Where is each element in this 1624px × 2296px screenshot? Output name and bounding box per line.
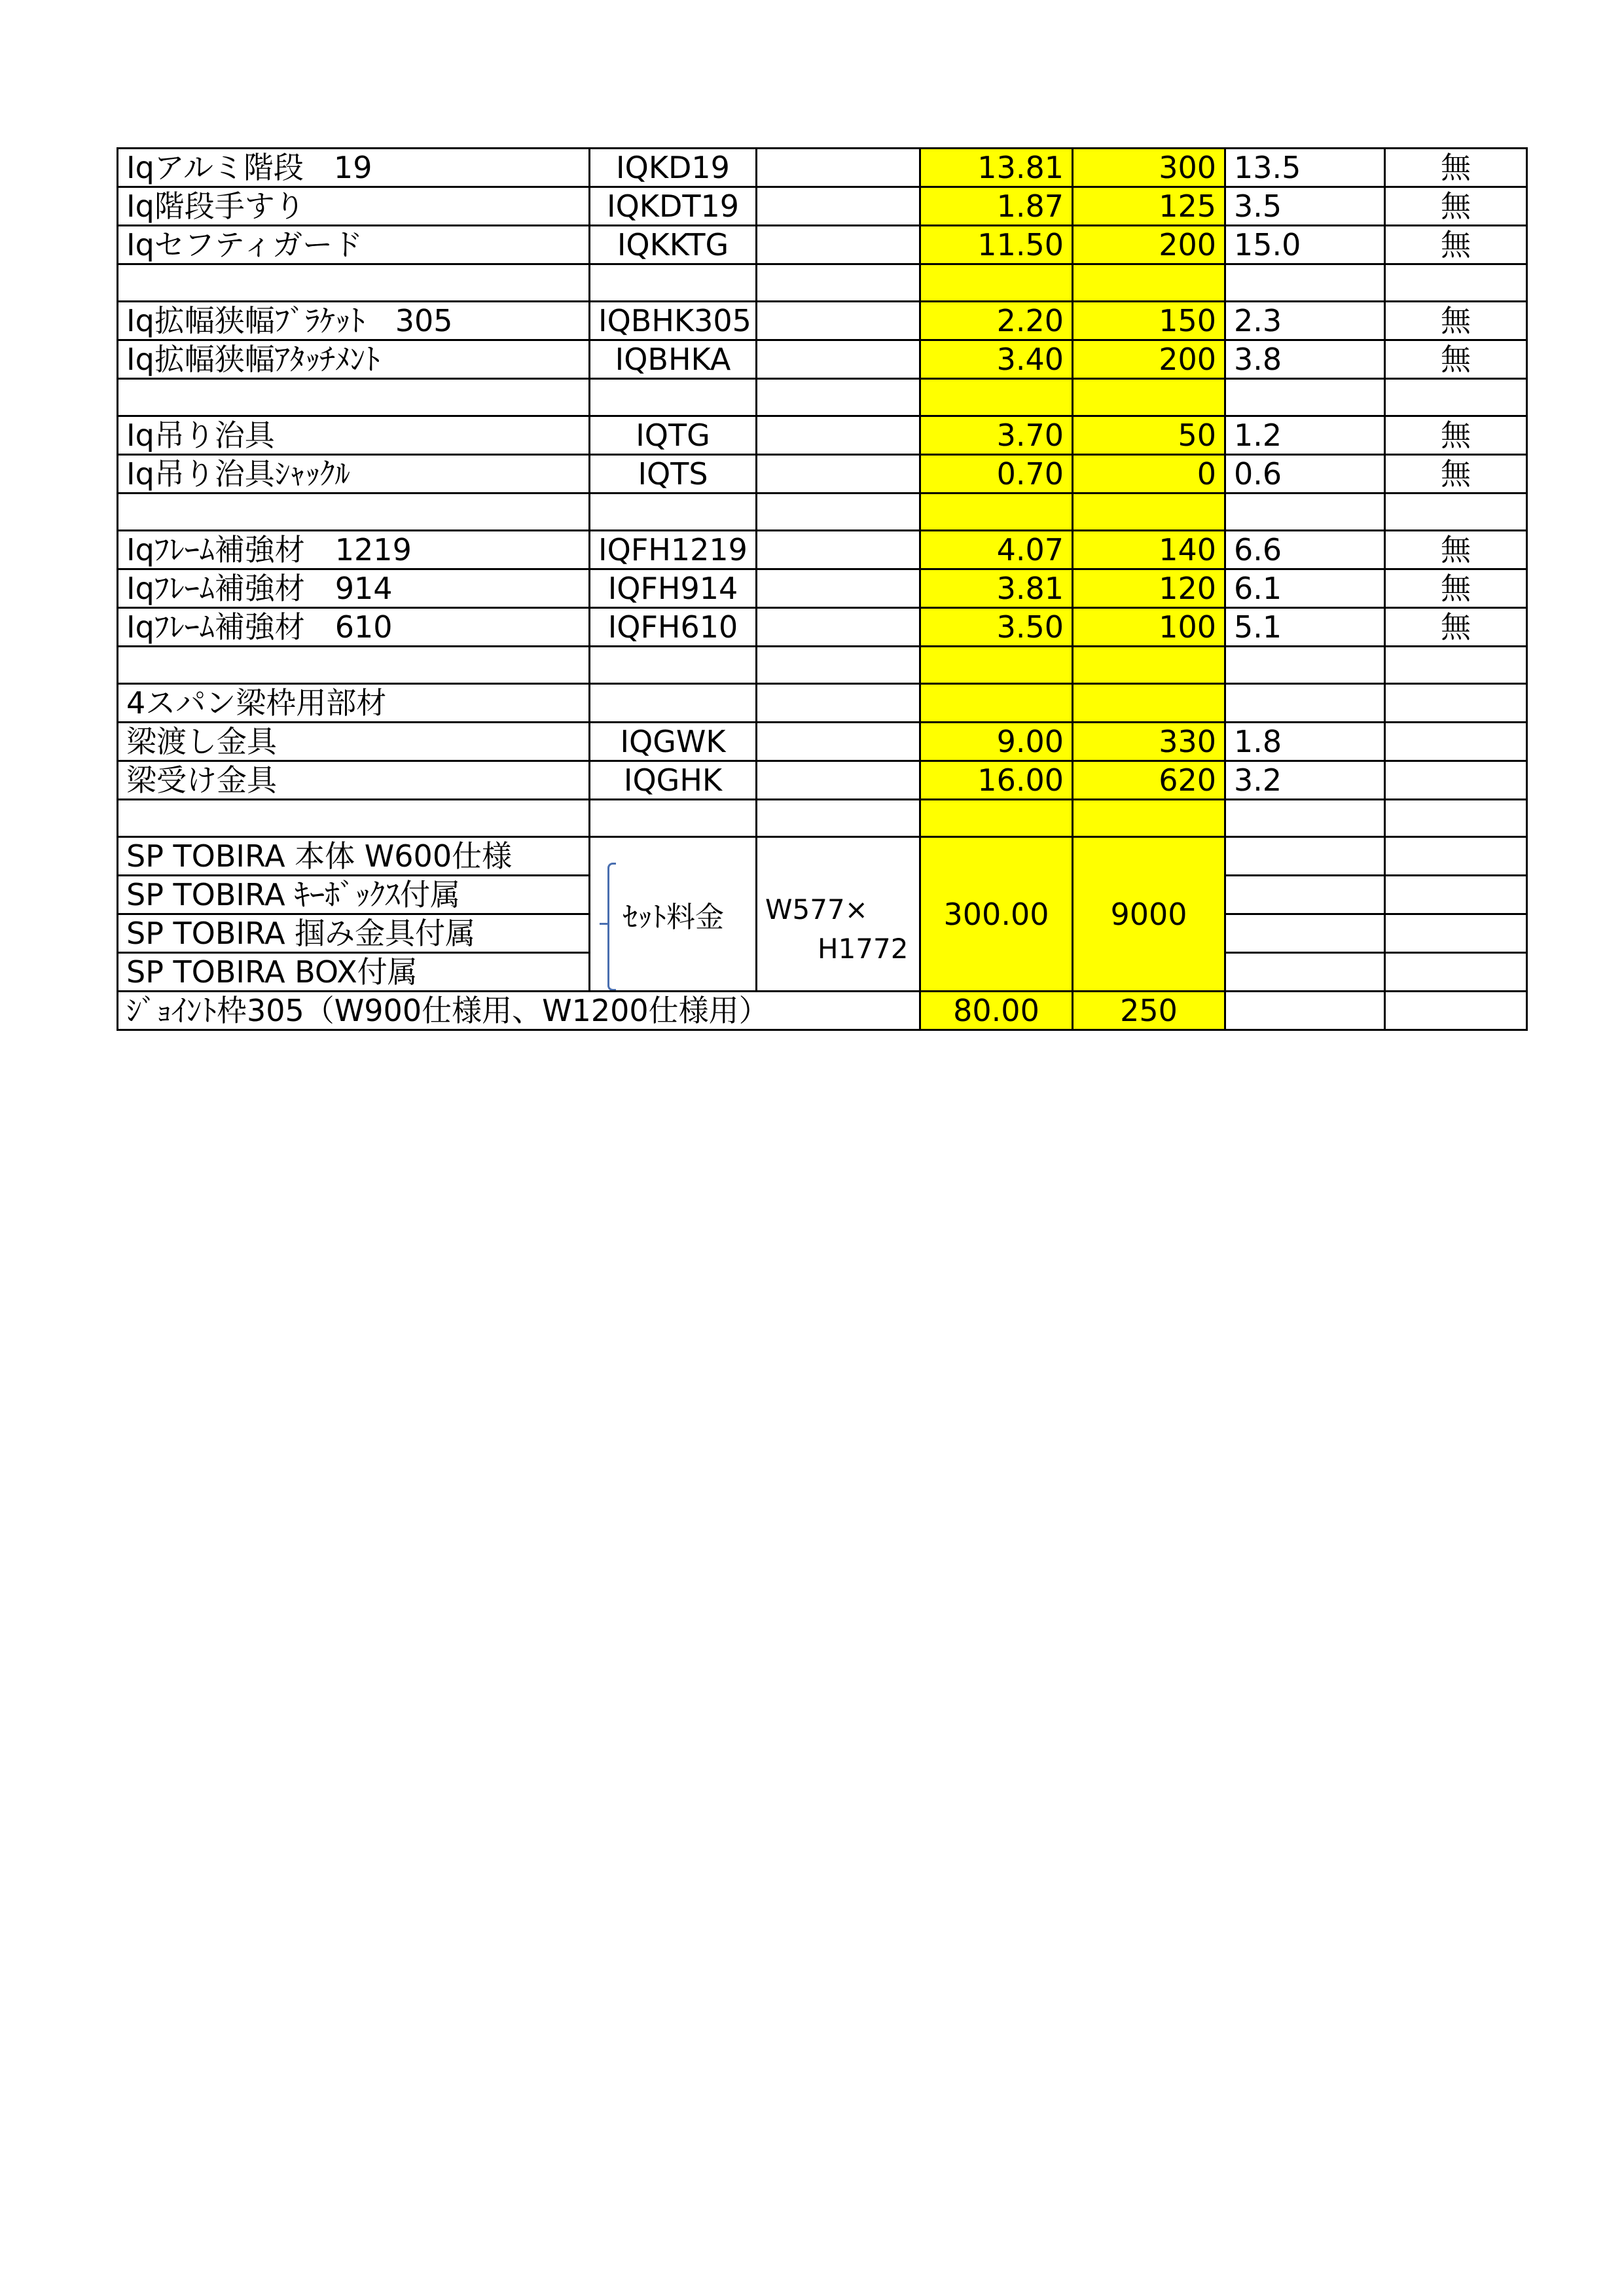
- blank-cell: [757, 264, 920, 302]
- item-name: Iq拡幅狭幅ｱﾀｯﾁﾒﾝﾄ: [118, 340, 590, 379]
- table-row: [118, 837, 1527, 876]
- brace-tip: [600, 923, 609, 925]
- item-code: IQKD19: [590, 149, 757, 187]
- blank-cell: [1225, 647, 1385, 684]
- item-flag: 無: [1385, 340, 1527, 379]
- item-price: 9.00: [920, 723, 1073, 761]
- item-weight: 15.0: [1225, 226, 1385, 264]
- blank-cell: [1385, 800, 1527, 837]
- item-weight: 3.5: [1225, 187, 1385, 226]
- item-flag: 無: [1385, 149, 1527, 187]
- item-name: Iq吊り治具ｼｬｯｸﾙ: [118, 455, 590, 493]
- blank-cell: [1385, 264, 1527, 302]
- blank-cell: [1225, 992, 1385, 1030]
- blank-cell: [757, 647, 920, 684]
- dimension-cell: [757, 837, 920, 992]
- item-flag: 無: [1385, 569, 1527, 608]
- item-code: IQFH1219: [590, 531, 757, 569]
- item-price: 4.07: [920, 531, 1073, 569]
- blank-cell: [590, 493, 757, 531]
- blank-cell: [757, 149, 920, 187]
- item-code: IQTS: [590, 455, 757, 493]
- joint-price: 80.00: [920, 992, 1073, 1030]
- item-qty: 300: [1073, 149, 1225, 187]
- blank-cell: [118, 800, 590, 837]
- spacer-row: [118, 264, 1527, 302]
- blank-cell: [920, 379, 1073, 416]
- item-code: IQBHK305: [590, 302, 757, 340]
- table-row: [118, 761, 1527, 800]
- item-qty: 150: [1073, 302, 1225, 340]
- item-price: 2.20: [920, 302, 1073, 340]
- tobira-item: SP TOBIRA 掴み金具付属: [118, 914, 590, 953]
- item-price: 1.87: [920, 187, 1073, 226]
- item-qty: 140: [1073, 531, 1225, 569]
- tobira-price: 300.00: [920, 837, 1073, 992]
- blank-cell: [1225, 684, 1385, 723]
- table-row: [118, 723, 1527, 761]
- item-code: IQKKTG: [590, 226, 757, 264]
- item-qty: 200: [1073, 340, 1225, 379]
- item-flag: 無: [1385, 226, 1527, 264]
- item-qty: 330: [1073, 723, 1225, 761]
- item-flag: 無: [1385, 608, 1527, 647]
- table-row: [118, 340, 1527, 379]
- item-qty: 125: [1073, 187, 1225, 226]
- item-weight: 1.8: [1225, 723, 1385, 761]
- item-weight: 5.1: [1225, 608, 1385, 647]
- blank-cell: [920, 684, 1073, 723]
- blank-cell: [1225, 264, 1385, 302]
- blank-cell: [1073, 800, 1225, 837]
- section-header: 4スパン梁枠用部材: [118, 684, 590, 723]
- item-name: Iqﾌﾚｰﾑ補強材 1219: [118, 531, 590, 569]
- blank-cell: [1225, 876, 1385, 914]
- item-name: Iq吊り治具: [118, 416, 590, 455]
- table-row: [118, 416, 1527, 455]
- spacer-row: [118, 493, 1527, 531]
- blank-cell: [1385, 876, 1527, 914]
- blank-cell: [757, 761, 920, 800]
- blank-cell: [1385, 761, 1527, 800]
- table-row: [118, 455, 1527, 493]
- item-flag: 無: [1385, 531, 1527, 569]
- item-weight: 3.2: [1225, 761, 1385, 800]
- blank-cell: [1385, 379, 1527, 416]
- blank-cell: [920, 647, 1073, 684]
- blank-cell: [757, 531, 920, 569]
- table-row: [118, 149, 1527, 187]
- blank-cell: [1385, 684, 1527, 723]
- item-weight: 0.6: [1225, 455, 1385, 493]
- blank-cell: [1073, 684, 1225, 723]
- dimension-height: H1772: [818, 933, 909, 965]
- blank-cell: [757, 723, 920, 761]
- item-weight: 13.5: [1225, 149, 1385, 187]
- item-code: IQKDT19: [590, 187, 757, 226]
- table-row: [118, 608, 1527, 647]
- blank-cell: [920, 493, 1073, 531]
- blank-cell: [1225, 837, 1385, 876]
- blank-cell: [1073, 493, 1225, 531]
- blank-cell: [1385, 647, 1527, 684]
- item-code: IQGWK: [590, 723, 757, 761]
- blank-cell: [1225, 914, 1385, 953]
- blank-cell: [757, 416, 920, 455]
- item-price: 16.00: [920, 761, 1073, 800]
- item-weight: 3.8: [1225, 340, 1385, 379]
- blank-cell: [1385, 992, 1527, 1030]
- item-code: IQFH610: [590, 608, 757, 647]
- blank-cell: [757, 493, 920, 531]
- blank-cell: [757, 684, 920, 723]
- item-weight: 6.1: [1225, 569, 1385, 608]
- spacer-row: [118, 647, 1527, 684]
- blank-cell: [757, 340, 920, 379]
- item-price: 3.50: [920, 608, 1073, 647]
- blank-cell: [1385, 953, 1527, 992]
- table-row: [118, 531, 1527, 569]
- blank-cell: [1073, 647, 1225, 684]
- brace-icon: [607, 863, 616, 991]
- table-row: [118, 226, 1527, 264]
- set-price-cell: [590, 837, 757, 992]
- blank-cell: [757, 379, 920, 416]
- joint-name: ｼﾞｮｲﾝﾄ枠305（W900仕様用、W1200仕様用）: [118, 992, 920, 1030]
- item-name: 梁受け金具: [118, 761, 590, 800]
- item-qty: 50: [1073, 416, 1225, 455]
- item-price: 3.40: [920, 340, 1073, 379]
- blank-cell: [757, 569, 920, 608]
- set-price-label: ｾｯﾄ料金: [623, 901, 724, 934]
- item-price: 3.81: [920, 569, 1073, 608]
- blank-cell: [590, 800, 757, 837]
- item-flag: 無: [1385, 187, 1527, 226]
- item-name: Iq拡幅狭幅ﾌﾞﾗｹｯﾄ 305: [118, 302, 590, 340]
- blank-cell: [118, 264, 590, 302]
- blank-cell: [118, 647, 590, 684]
- spacer-row: [118, 800, 1527, 837]
- item-flag: 無: [1385, 416, 1527, 455]
- item-qty: 0: [1073, 455, 1225, 493]
- spacer-row: [118, 379, 1527, 416]
- tobira-item: SP TOBIRA BOX付属: [118, 953, 590, 992]
- blank-cell: [1385, 837, 1527, 876]
- blank-cell: [590, 647, 757, 684]
- item-code: IQGHK: [590, 761, 757, 800]
- blank-cell: [1225, 493, 1385, 531]
- item-price: 3.70: [920, 416, 1073, 455]
- blank-cell: [1225, 800, 1385, 837]
- price-table: [117, 147, 1528, 1031]
- item-qty: 100: [1073, 608, 1225, 647]
- item-code: IQTG: [590, 416, 757, 455]
- blank-cell: [1225, 379, 1385, 416]
- blank-cell: [920, 264, 1073, 302]
- blank-cell: [1225, 953, 1385, 992]
- blank-cell: [920, 800, 1073, 837]
- blank-cell: [1385, 914, 1527, 953]
- tobira-qty: 9000: [1073, 837, 1225, 992]
- item-name: 梁渡し金具: [118, 723, 590, 761]
- tobira-item: SP TOBIRA 本体 W600仕様: [118, 837, 590, 876]
- section-header-row: [118, 684, 1527, 723]
- tobira-item: SP TOBIRA ｷｰﾎﾞｯｸｽ付属: [118, 876, 590, 914]
- table-row: [118, 302, 1527, 340]
- table-row: [118, 187, 1527, 226]
- item-name: Iq階段手すり: [118, 187, 590, 226]
- blank-cell: [757, 608, 920, 647]
- blank-cell: [757, 800, 920, 837]
- blank-cell: [757, 302, 920, 340]
- blank-cell: [118, 379, 590, 416]
- table-row: [118, 569, 1527, 608]
- item-name: Iqﾌﾚｰﾑ補強材 914: [118, 569, 590, 608]
- item-code: IQFH914: [590, 569, 757, 608]
- blank-cell: [1385, 493, 1527, 531]
- blank-cell: [590, 264, 757, 302]
- item-flag: 無: [1385, 302, 1527, 340]
- table-row: [118, 992, 1527, 1030]
- blank-cell: [1073, 264, 1225, 302]
- item-code: IQBHKA: [590, 340, 757, 379]
- joint-qty: 250: [1073, 992, 1225, 1030]
- blank-cell: [590, 684, 757, 723]
- item-flag: 無: [1385, 455, 1527, 493]
- item-name: Iqセフティガード: [118, 226, 590, 264]
- item-qty: 200: [1073, 226, 1225, 264]
- blank-cell: [757, 455, 920, 493]
- item-name: Iqアルミ階段 19: [118, 149, 590, 187]
- item-qty: 620: [1073, 761, 1225, 800]
- blank-cell: [757, 187, 920, 226]
- blank-cell: [1073, 379, 1225, 416]
- item-price: 13.81: [920, 149, 1073, 187]
- item-name: Iqﾌﾚｰﾑ補強材 610: [118, 608, 590, 647]
- item-price: 11.50: [920, 226, 1073, 264]
- item-qty: 120: [1073, 569, 1225, 608]
- blank-cell: [757, 226, 920, 264]
- blank-cell: [118, 493, 590, 531]
- blank-cell: [1385, 723, 1527, 761]
- blank-cell: [590, 379, 757, 416]
- item-weight: 1.2: [1225, 416, 1385, 455]
- item-weight: 6.6: [1225, 531, 1385, 569]
- dimension-width: W577×: [765, 893, 868, 925]
- item-weight: 2.3: [1225, 302, 1385, 340]
- item-price: 0.70: [920, 455, 1073, 493]
